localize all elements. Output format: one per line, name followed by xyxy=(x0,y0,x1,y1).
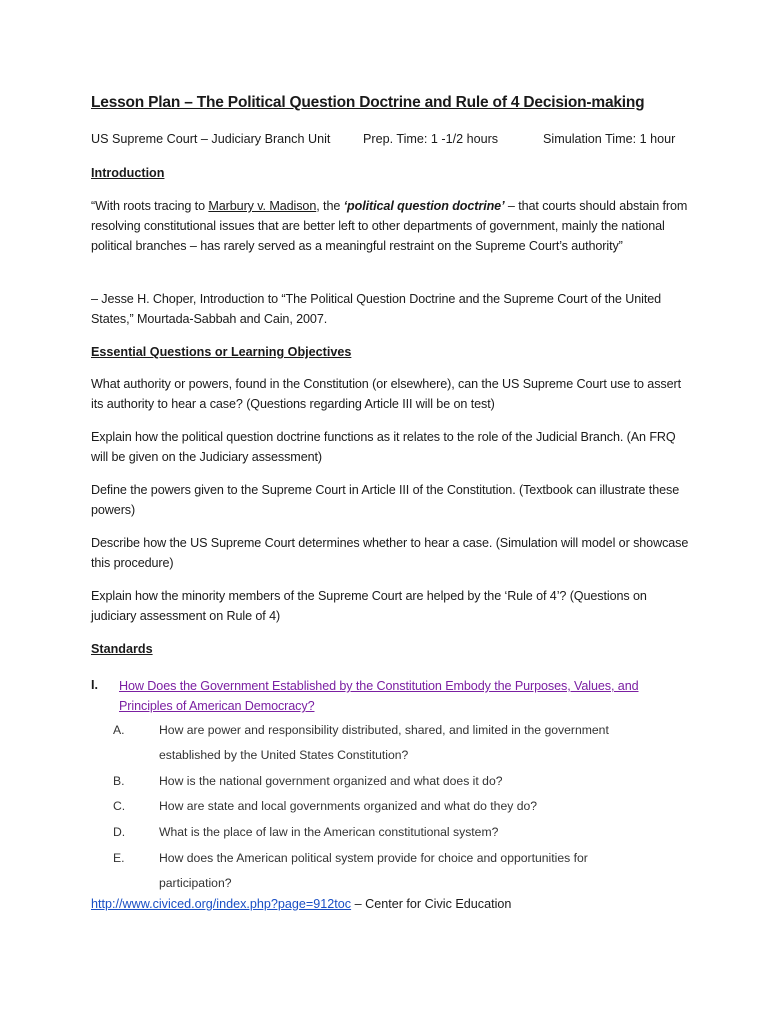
objective-item: Explain how the minority members of the Supreme Court are helped by the ‘Rule of 4’? (Questions on judiciary assessment on Rule of 4) xyxy=(91,589,647,623)
unit-label: US Supreme Court – Judiciary Branch Unit xyxy=(91,132,331,146)
sub-item-text: How are power and responsibility distributed, shared, and limited in the government established by the United States Constitution? xyxy=(159,723,609,762)
objective-item: Define the powers given to the Supreme Court in Article III of the Constitution. (Textbook can illustrate these powers) xyxy=(91,483,680,517)
objectives-heading: Essential Questions or Learning Objectives xyxy=(91,345,352,359)
introduction-quote xyxy=(91,196,691,256)
sub-item-letter: D. xyxy=(113,825,126,839)
doctrine-term: ‘political question doctrine’ xyxy=(343,199,505,213)
case-reference: Marbury v. Madison xyxy=(208,199,317,213)
objective-item: Describe how the US Supreme Court determines whether to hear a case. (Simulation will model or showcase this procedure) xyxy=(91,536,689,570)
sub-item-letter: B. xyxy=(113,774,125,788)
standard-numeral: I. xyxy=(91,678,98,692)
objective-item: Explain how the political question doctrine functions as it relates to the role of the Judicial Branch. (An FRQ will be given on the Judiciary assessment) xyxy=(91,430,676,464)
sub-item-letter: C. xyxy=(113,799,126,813)
sub-item-text: How are state and local governments organized and what do they do? xyxy=(159,799,538,813)
sub-item-text: What is the place of law in the American constitutional system? xyxy=(159,825,499,839)
source-citation xyxy=(91,897,511,911)
standard-link[interactable]: How Does the Government Established by the Constitution Embody the Purposes, Values, and Principles of American Democracy? xyxy=(119,679,639,713)
simulation-time: Simulation Time: 1 hour xyxy=(543,132,676,146)
sub-item-letter: E. xyxy=(113,851,125,865)
objective-item: What authority or powers, found in the Constitution (or elsewhere), can the US Supreme Court use to assert its authority to hear a case? (Questions regarding Article III will be on test) xyxy=(91,377,681,411)
page-title: Lesson Plan – The Political Question Doctrine and Rule of 4 Decision-making xyxy=(91,94,645,111)
sub-item-text: How does the American political system provide for choice and opportunities for participation? xyxy=(159,851,588,890)
source-link[interactable]: http://www.civiced.org/index.php?page=912toc xyxy=(91,897,352,911)
source-name: – Center for Civic Education xyxy=(351,897,512,911)
quote-open: “With roots tracing to xyxy=(91,199,209,213)
quote-rest: – that courts should abstain from resolving constitutional issues that are better left to other departments of government, mainly the national political branches – has rarely served as a meaningful restraint on the Supreme Court’s authority” xyxy=(91,199,688,253)
sub-item-letter: A. xyxy=(113,723,125,737)
standards-heading: Standards xyxy=(91,642,153,656)
introduction-heading: Introduction xyxy=(91,166,165,180)
prep-time: Prep. Time: 1 -1/2 hours xyxy=(363,132,499,146)
sub-item-text: How is the national government organized and what does it do? xyxy=(159,774,503,788)
quote-mid: , the xyxy=(316,199,344,213)
quote-attribution: – Jesse H. Choper, Introduction to “The Political Question Doctrine and the Supreme Court of the United States,” Mourtada-Sabbah and Cain, 2007. xyxy=(91,292,662,326)
